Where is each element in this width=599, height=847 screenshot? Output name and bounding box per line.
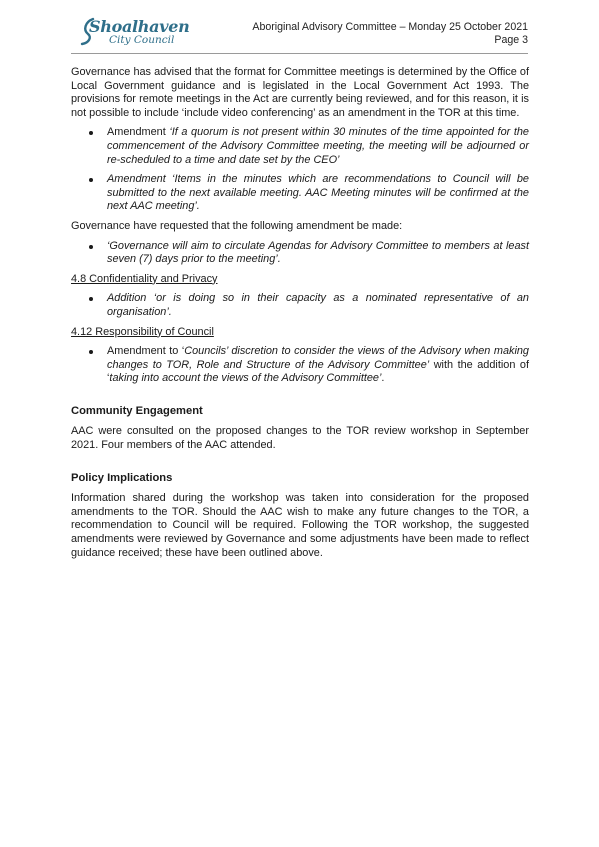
amendment-list-1 xyxy=(71,126,529,214)
community-engagement-text: AAC were consulted on the proposed changes to the TOR review workshop in September 2021. Four members of the AAC attended. xyxy=(71,425,529,452)
logo-subtitle: City Council xyxy=(109,34,175,46)
amendment-prefix: Amendment to ‘ xyxy=(107,345,185,358)
list-item xyxy=(71,126,529,167)
amendment-middle: with the addition of ‘ xyxy=(107,358,529,385)
list-item xyxy=(71,173,529,214)
list-item xyxy=(71,345,529,386)
list-item xyxy=(71,292,529,319)
amendment-text: ‘If a quorum is not present within 30 minutes of the time appointed for the commencement of the Advisory Committee meeting, the meeting will be adjourned or re-scheduled to a time and date set by the CEO’ xyxy=(107,126,529,166)
community-engagement-heading: Community Engagement xyxy=(71,404,203,417)
document-body xyxy=(71,66,529,560)
page-header xyxy=(71,14,528,54)
header-divider xyxy=(71,53,528,54)
page-number: Page 3 xyxy=(494,33,528,46)
amendment-addition: taking into account the views of the Advisory Committee’ xyxy=(109,372,382,385)
amendment-suffix: . xyxy=(381,372,385,385)
bullet-icon xyxy=(89,131,93,135)
amendment-list-3 xyxy=(71,292,529,319)
header-meta xyxy=(252,21,528,46)
meeting-title: Aboriginal Advisory Committee – Monday 25 October 2021 xyxy=(252,21,528,33)
amendment-text: Addition ‘or is doing so in their capacity as a nominated representative of an organisation’. xyxy=(107,292,529,318)
bullet-icon xyxy=(89,245,93,249)
amendment-list-2 xyxy=(71,240,529,267)
governance-paragraph: Governance has advised that the format for Committee meetings is determined by the Office of Local Government guidance and is legislated in the Local Government Act 1993. The provisions for remote meetings in the Act are currently being reviewed, and for this reason, it is not possible to include ‘include video conferencing’ as an amendment in the TOR at this time. xyxy=(71,66,529,119)
bullet-icon xyxy=(89,350,93,354)
amendment-text: Amendment ‘Items in the minutes which are recommendations to Council will be submitted to the next available meeting. AAC Meeting minutes will be confirmed at the next AAC meeting’. xyxy=(107,173,529,213)
amendment-text: ‘Governance will aim to circulate Agendas for Advisory Committee to members at least seven (7) days prior to the meeting’. xyxy=(107,239,529,266)
bullet-icon xyxy=(89,297,93,301)
council-logo xyxy=(79,16,189,50)
bullet-icon xyxy=(89,178,93,182)
policy-implications-text: Information shared during the workshop was taken into consideration for the proposed amendments to the TOR. Should the AAC wish to make any future changes to the TOR, a recommendation to Council will be required. Following the TOR workshop, the suggested amendments were reviewed by Governance and some adjustments have been made to reflect guidance received; these have been outlined above. xyxy=(71,492,529,559)
subheading-responsibility: 4.12 Responsibility of Council xyxy=(71,325,214,338)
amendment-prefix: Amendment xyxy=(107,126,170,139)
list-item xyxy=(71,240,529,267)
policy-implications-heading: Policy Implications xyxy=(71,471,173,484)
amendment-list-4 xyxy=(71,345,529,386)
logo-wordmark: Shoalhaven xyxy=(89,17,190,36)
subheading-confidentiality: 4.8 Confidentiality and Privacy xyxy=(71,272,218,285)
request-paragraph: Governance have requested that the following amendment be made: xyxy=(71,219,403,232)
amendment-text: Councils’ discretion to consider the views of the Advisory when making changes to TOR, Role and Structure of the Advisory Committee’ xyxy=(107,345,529,371)
